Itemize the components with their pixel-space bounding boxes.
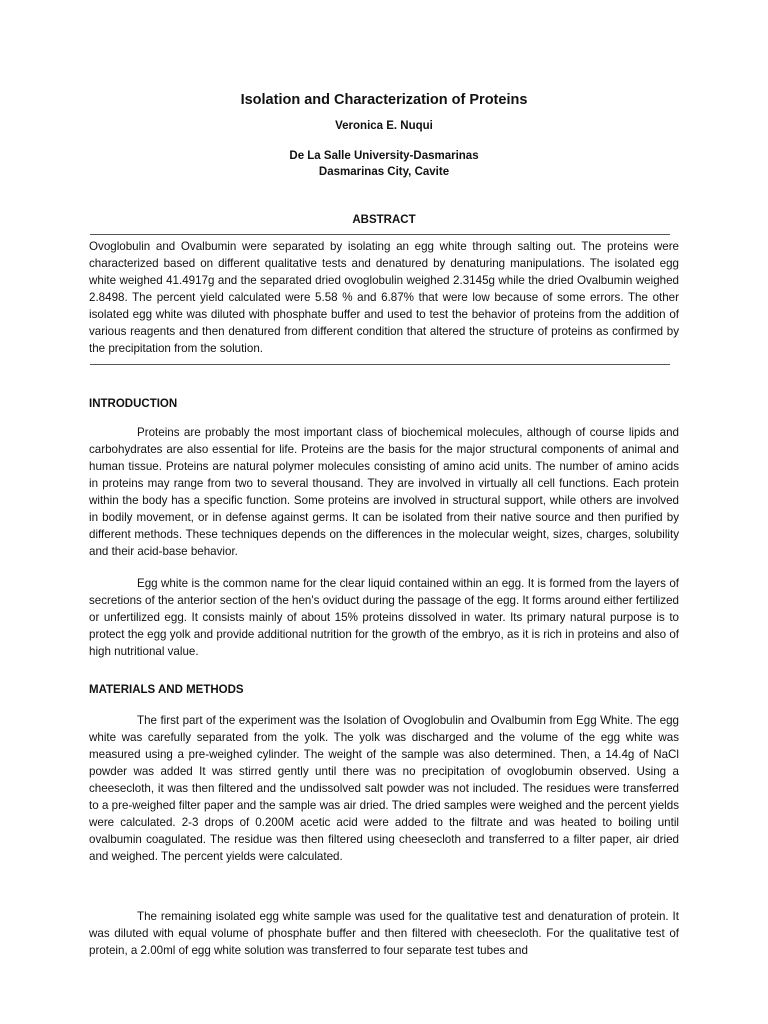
author-name: Veronica E. Nuqui bbox=[335, 120, 433, 132]
methods-paragraph-2: The remaining isolated egg white sample was used for the qualitative test and denaturation of protein. It was diluted with equal volume of phosphate buffer and then filtered with cheesecloth. For the qualitative test of protein, a 2.00ml of egg white solution was transferred to four separate test tubes and bbox=[89, 910, 679, 957]
affiliation-line-1: De La Salle University-Dasmarinas bbox=[289, 150, 479, 162]
introduction-heading: INTRODUCTION bbox=[89, 398, 178, 410]
abstract-text: Ovoglobulin and Ovalbumin were separated by isolating an egg white through salting out. The proteins were characterized based on different qualitative tests and denatured by denaturing manipulations. The isolated egg white weighed 41.4917g and the separated dried ovoglobulin weighed 2.3145g while the dried Ovalbumin weighed 2.8498. The percent yield calculated were 5.58 % and 6.87% that were low because of some errors. The other isolated egg white was diluted with phosphate buffer and used to test the behavior of proteins from the addition of various reagents and then denatured from different condition that altered the structure of proteins as confirmed by the precipitation from the solution. bbox=[89, 240, 679, 355]
abstract-top-rule bbox=[90, 234, 670, 235]
introduction-paragraph-2: Egg white is the common name for the clear liquid contained within an egg. It is formed from the layers of secretions of the anterior section of the hen's oviduct during the passage of the egg. It forms around either fertilized or unfertilized egg. It consists mainly of about 15% proteins dissolved in water. Its primary natural purpose is to protect the egg yolk and provide additional nutrition for the growth of the embryo, as it is rich in proteins and also of high nutritional value. bbox=[89, 577, 679, 658]
affiliation bbox=[0, 148, 768, 180]
abstract-bottom-rule bbox=[90, 364, 670, 365]
abstract-heading: ABSTRACT bbox=[352, 214, 416, 226]
paper-title: Isolation and Characterization of Proteins bbox=[240, 92, 528, 108]
introduction-paragraph-1: Proteins are probably the most important class of biochemical molecules, although of course lipids and carbohydrates are also essential for life. Proteins are the basis for the major structural components of animal and human tissue. Proteins are natural polymer molecules consisting of amino acid units. The number of amino acids in proteins may range from two to several thousand. They are involved in virtually all cell functions. Each protein within the body has a specific function. Some proteins are involved in structural support, while others are involved in bodily movement, or in defense against germs. It can be isolated from their native source and then purified by different methods. These techniques depends on the differences in the molecular weight, sizes, charges, solubility and their acid-base behavior. bbox=[89, 426, 679, 558]
affiliation-line-2: Dasmarinas City, Cavite bbox=[318, 166, 450, 178]
methods-heading: MATERIALS AND METHODS bbox=[89, 684, 244, 696]
methods-paragraph-1: The first part of the experiment was the Isolation of Ovoglobulin and Ovalbumin from Egg White. The egg white was carefully separated from the yolk. The yolk was discharged and the volume of the egg white was measured using a pre-weighed cylinder. The weight of the sample was also determined. Then, a 14.4g of NaCl powder was added It was stirred gently until there was no precipitation of ovoglobumin observed. Using a cheesecloth, it was then filtered and the undissolved salt powder was not included. The residues were transferred to a pre-weighed filter paper and the sample was air dried. The dried samples were weighed and the percent yields were calculated. 2-3 drops of 0.200M acetic acid were added to the filtrate and was heated to boiling until ovalbumin coagulated. The residue was then filtered using cheesecloth and transferred to a filter paper, air dried and weighed. The percent yields were calculated. bbox=[89, 714, 679, 863]
